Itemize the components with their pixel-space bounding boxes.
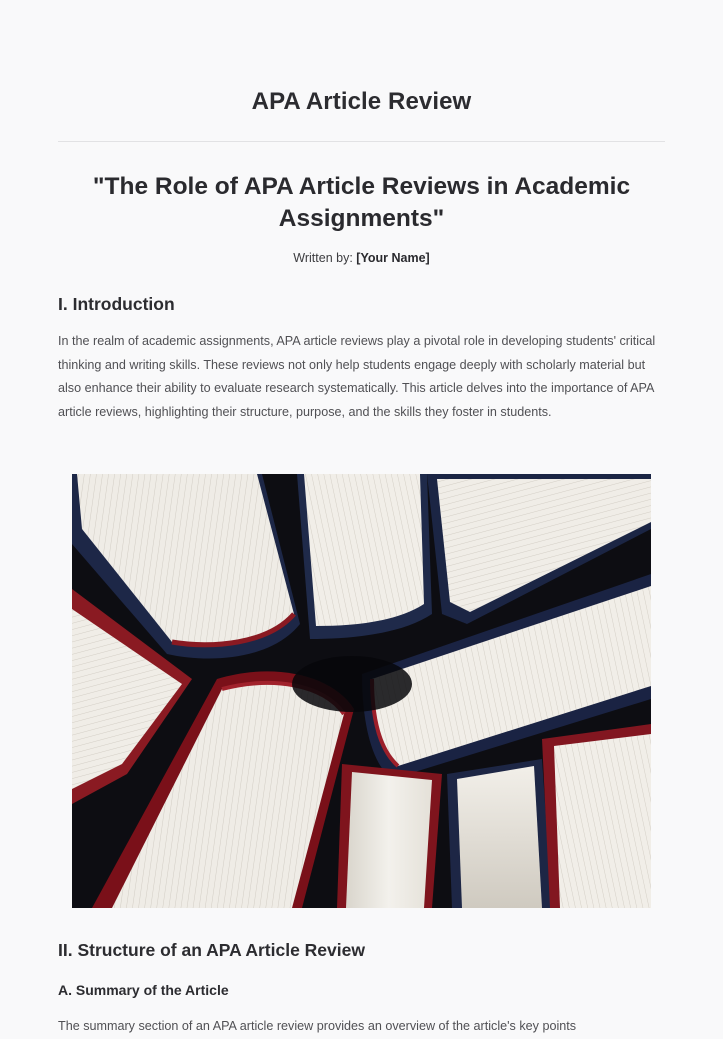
section-heading-introduction: I. Introduction [58, 294, 175, 314]
article-title: "The Role of APA Article Reviews in Academic Assignments" [92, 173, 631, 232]
document-title: APA Article Review [251, 88, 472, 115]
books-photo [72, 474, 651, 908]
subsection-heading-summary: A. Summary of the Article [58, 982, 229, 998]
summary-paragraph: The summary section of an APA article review provides an overview of the article's key points [58, 1019, 577, 1033]
byline [0, 251, 723, 265]
title-divider [58, 141, 665, 142]
books-illustration [72, 474, 651, 908]
byline-author: [Your Name] [356, 251, 430, 265]
section-heading-structure: II. Structure of an APA Article Review [58, 940, 365, 960]
introduction-paragraph: In the realm of academic assignments, APA article reviews play a pivotal role in developing students' critical thinking and writing skills. These reviews not only help students engage deeply with scholarly material but also enhance their ability to evaluate research systematically. This article delves into the importance of APA article reviews, highlighting their structure, purpose, and the skills they foster in students. [58, 334, 656, 419]
byline-label: Written by: [293, 251, 353, 265]
